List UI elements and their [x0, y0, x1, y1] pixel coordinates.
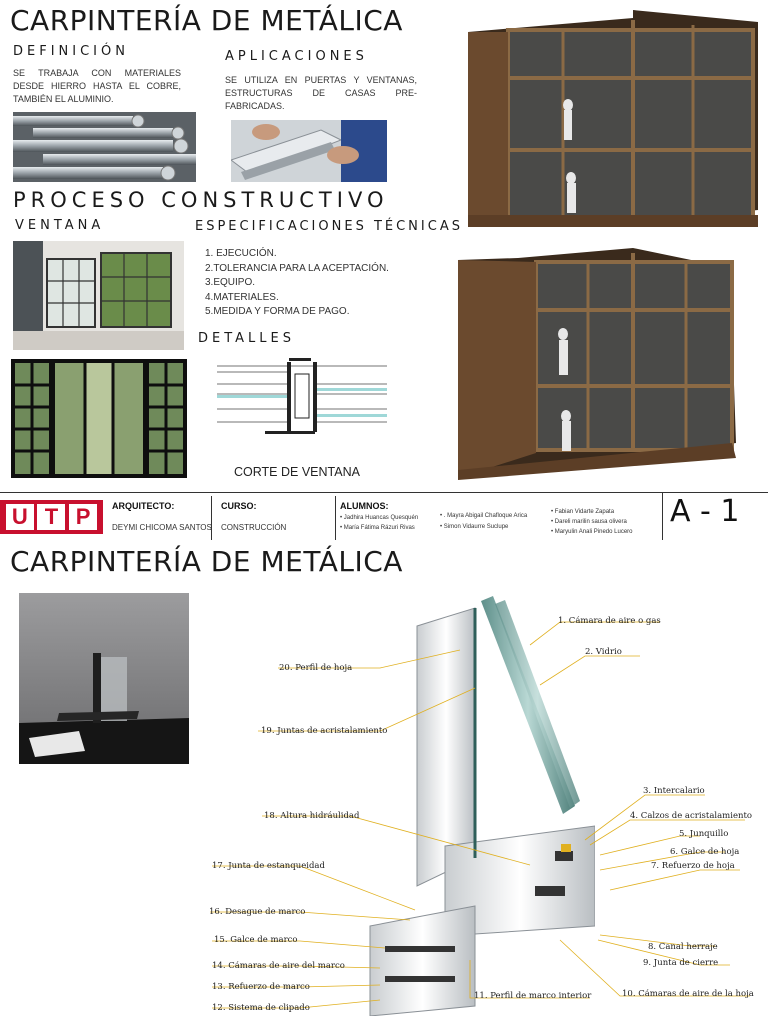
tb-divider [211, 496, 212, 540]
proceso-heading: PROCESO CONSTRUCTIVO [13, 188, 389, 212]
callout-label: 10. Cámaras de aire de la hoja [622, 989, 754, 999]
definicion-heading: DEFINICIÓN [13, 44, 129, 59]
aplicaciones-text: SE UTILIZA EN PUERTAS Y VENTANAS, ESTRUCTURAS DE CASAS PRE-FABRICADAS. [225, 75, 417, 111]
spec-item: 2.TOLERANCIA PARA LA ACEPTACIÓN. [205, 262, 389, 274]
especificaciones-heading: ESPECIFICACIONES TÉCNICAS [195, 219, 463, 234]
callout-label: 2. Vidrio [585, 647, 622, 657]
definicion-text: SE TRABAJA CON MATERIALES DESDE HIERRO HASTA EL COBRE, TAMBIÉN EL ALUMINIO. [13, 68, 181, 104]
callout-label: 12. Sistema de clipado [212, 1003, 310, 1013]
student-name: • . Mayra Abigail Chafloque Arica [440, 513, 528, 519]
sheet-title-2: CARPINTERÍA DE METÁLICA [10, 545, 403, 578]
aluminium-work-photo [231, 120, 387, 182]
callout-label: 15. Galce de marco [214, 935, 298, 945]
arquitecto-label: ARQUITECTO: [112, 501, 175, 511]
student-name: • Dareli marilin sausa olivera [551, 519, 627, 525]
callout-label: 6. Galce de hoja [670, 847, 740, 857]
sheet-title: CARPINTERÍA DE METÁLICA [10, 4, 403, 37]
utp-logo: U T P [0, 500, 103, 534]
window-section-drawing [217, 354, 387, 440]
callout-label: 8. Canal herraje [648, 942, 718, 952]
callout-label: 1. Cámara de aire o gas [558, 616, 661, 626]
ventana-heading: VENTANA [15, 218, 105, 233]
detalles-heading: DETALLES [198, 331, 295, 346]
spec-list [205, 247, 389, 320]
spec-item: 1. EJECUCIÓN. [205, 248, 277, 259]
student-name: • María Fátima Rázuri Rivas [340, 525, 415, 531]
curso-value: CONSTRUCCIÓN [221, 523, 287, 532]
sheet-number: A - 1 [670, 494, 740, 529]
callout-label: 17. Junta de estanqueidad [212, 861, 325, 871]
student-name: • Jadhira Huancas Quesquén [340, 515, 419, 521]
student-name: • Maryulin Anali Pinedo Lucero [551, 529, 633, 535]
student-name: • Fabian Vidarte Zapata [551, 509, 615, 515]
room-window-photo [13, 241, 184, 350]
callout-label: 5. Junquillo [679, 829, 729, 839]
callout-label: 7. Refuerzo de hoja [651, 861, 735, 871]
curso-label: CURSO: [221, 501, 257, 511]
aplicaciones-heading: APLICACIONES [225, 49, 368, 64]
callout-label: 13. Refuerzo de marco [212, 982, 310, 992]
spec-item: 4.MATERIALES. [205, 291, 279, 303]
tb-divider [662, 492, 663, 540]
building-model-2 [458, 248, 736, 480]
spec-item: 3.EQUIPO. [205, 277, 256, 288]
title-block-top-border [0, 492, 768, 493]
spec-item: 5.MEDIDA Y FORMA DE PAGO. [205, 306, 350, 317]
tb-divider [335, 496, 336, 540]
glass-doors-photo [11, 359, 187, 478]
callout-label: 4. Calzos de acristalamiento [630, 811, 752, 821]
callout-label: 18. Altura hidráulidad [264, 811, 360, 821]
callout-label: 3. Intercalario [643, 786, 705, 796]
callout-label: 20. Perfil de hoja [279, 663, 353, 673]
student-name: • Simon Vidaurre Suclupe [440, 524, 509, 530]
callout-label: 11. Perfil de marco interior [474, 991, 592, 1001]
corte-caption: CORTE DE VENTANA [234, 465, 360, 479]
building-model-1 [468, 10, 760, 230]
callout-label: 14. Cámaras de aire del marco [212, 961, 345, 971]
callout-leader-lines [0, 600, 768, 1020]
callout-label: 16. Desague de marco [209, 907, 306, 917]
alumnos-label: ALUMNOS: [340, 501, 389, 511]
callout-label: 9. Junta de cierre [643, 958, 719, 968]
arquitecto-value: DEYMI CHICOMA SANTOS [112, 523, 212, 532]
callout-label: 19. Juntas de acristalamiento [261, 726, 388, 736]
metal-bars-photo [13, 112, 196, 182]
